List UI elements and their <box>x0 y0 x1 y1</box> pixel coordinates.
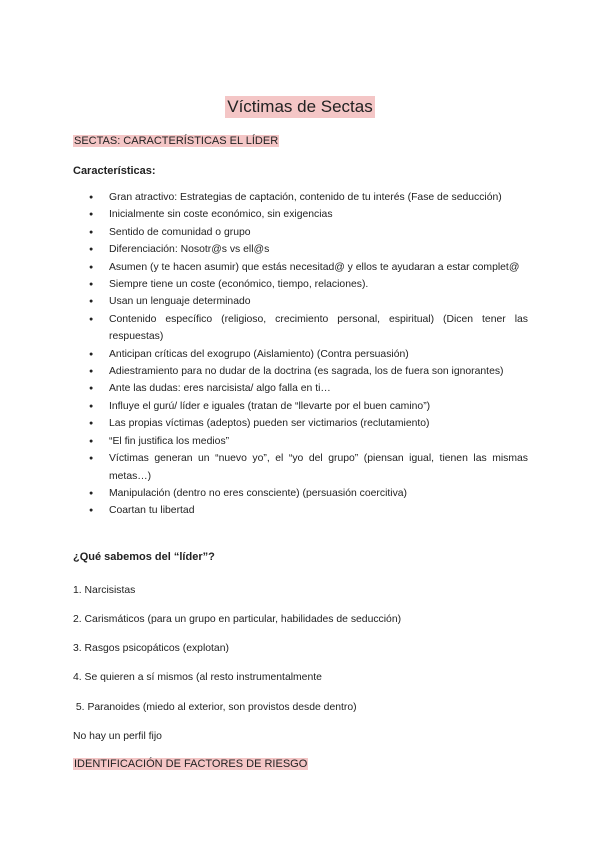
list-item: ● Coartan tu libertad <box>73 502 528 519</box>
list-item: ● Anticipan críticas del exogrupo (Aislamiento) (Contra persuasión) <box>73 346 528 363</box>
list-item: ● Usan un lenguaje determinado <box>73 293 528 310</box>
list-item: ● Inicialmente sin coste económico, sin exigencias <box>73 206 528 223</box>
numbered-item: 3. Rasgos psicopáticos (explotan) <box>73 643 229 654</box>
section-heading-lider <box>73 134 279 149</box>
list-item: ● Influye el gurú/ líder e iguales (tratan de “llevarte por el buen camino”) <box>73 398 528 415</box>
list-item: ● Gran atractivo: Estrategias de captación, contenido de tu interés (Fase de seducción) <box>73 189 528 206</box>
list-item: ● Víctimas generan un “nuevo yo”, el “yo del grupo” (piensan igual, tienen las mismas metas…) <box>73 450 528 485</box>
document-title: Víctimas de Sectas <box>227 97 373 116</box>
list-item: ● Diferenciación: Nosotr@s vs ell@s <box>73 241 528 258</box>
caracteristicas-list <box>73 189 528 520</box>
numbered-item: 4. Se quieren a sí mismos (al resto instrumentalmente <box>73 672 322 683</box>
section-heading-factores <box>73 757 308 772</box>
numbered-item: 2. Carismáticos (para un grupo en particular, habilidades de seducción) <box>73 614 402 625</box>
numbered-item: 5. Paranoides (miedo al exterior, son provistos desde dentro) <box>73 702 357 713</box>
list-item: ● Ante las dudas: eres narcisista/ algo falla en ti… <box>73 380 528 397</box>
section-heading-lider-text: SECTAS: CARACTERÍSTICAS EL LÍDER <box>74 135 279 147</box>
title-wrapper <box>0 96 600 118</box>
list-item: ● Sentido de comunidad o grupo <box>73 224 528 241</box>
no-perfil-text: No hay un perfil fijo <box>73 731 162 742</box>
list-item: ● Asumen (y te hacen asumir) que estás necesitad@ y ellos te ayudaran a estar complet@ <box>73 259 528 276</box>
caracteristicas-label: Características: <box>73 165 156 177</box>
numbered-item: 1. Narcisistas <box>73 585 136 596</box>
section-heading-factores-text: IDENTIFICACIÓN DE FACTORES DE RIESGO <box>74 758 308 770</box>
list-item: ● Las propias víctimas (adeptos) pueden ser victimarios (reclutamiento) <box>73 415 528 432</box>
list-item: ● “El fin justifica los medios” <box>73 433 528 450</box>
lider-question-heading: ¿Qué sabemos del “líder”? <box>73 551 215 563</box>
list-item: ● Manipulación (dentro no eres consciente) (persuasión coercitiva) <box>73 485 528 502</box>
list-item: ● Contenido específico (religioso, crecimiento personal, espiritual) (Dicen tener las respuestas) <box>73 311 528 346</box>
list-item: ● Siempre tiene un coste (económico, tiempo, relaciones). <box>73 276 528 293</box>
list-item: ● Adiestramiento para no dudar de la doctrina (es sagrada, los de fuera son ignorantes) <box>73 363 528 380</box>
